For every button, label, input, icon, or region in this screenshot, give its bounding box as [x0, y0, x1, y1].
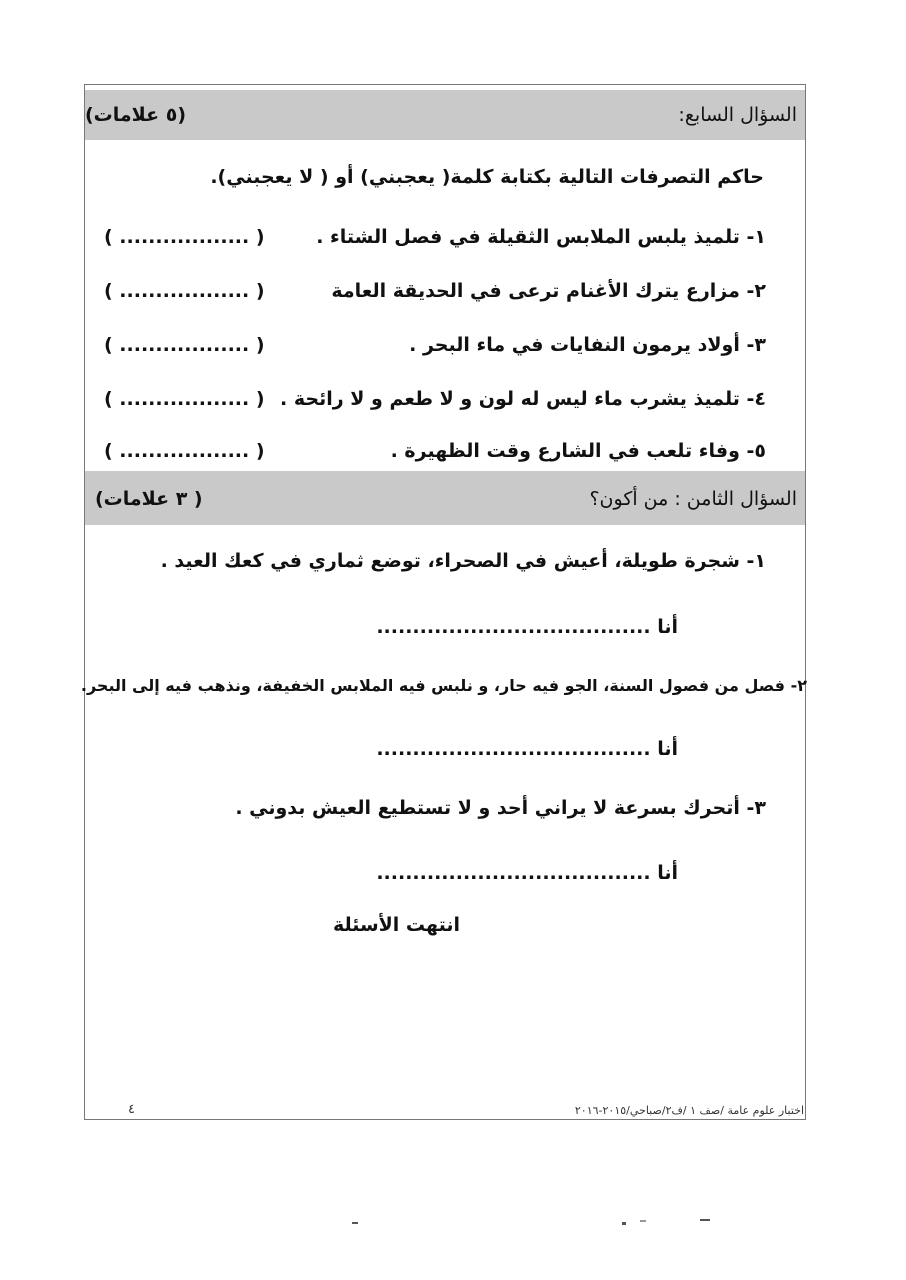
end-of-questions: انتهت الأسئلة: [332, 914, 460, 936]
question-8-item-1: ١- شجرة طويلة، أعيش في الصحراء، توضع ثماري في كعك العيد .: [160, 550, 766, 572]
scan-speck: [352, 1222, 358, 1224]
question-7-blank-5: ( .................. ): [104, 440, 265, 462]
exam-footer: اختبار علوم عامة /صف ١ /ف٢/صباحي/٢٠١٥-٢٠١٦: [574, 1104, 804, 1117]
question-7-item-4: ٤- تلميذ يشرب ماء ليس له لون و لا طعم و لا رائحة .: [280, 388, 766, 410]
question-8-header: [85, 471, 805, 525]
question-8-item-2: ٢- فصل من فصول السنة، الجو فيه حار، و نلبس فيه الملابس الخفيفة، ونذهب فيه إلى البحر.: [80, 676, 807, 695]
question-7-blank-2: ( .................. ): [104, 280, 265, 302]
question-8-answer-3: أنا ......................................: [376, 862, 678, 884]
question-8-item-3: ٣- أتحرك بسرعة لا يراني أحد و لا تستطيع العيش بدوني .: [235, 797, 766, 819]
question-7-item-1: ١- تلميذ يلبس الملابس الثقيلة في فصل الشتاء .: [316, 226, 766, 248]
question-8-marks: ( ٣ علامات): [95, 488, 203, 510]
question-7-item-2: ٢- مزارع يترك الأغنام ترعى في الحديقة العامة: [331, 280, 766, 302]
scan-speck: [622, 1222, 626, 1225]
question-7-marks: (٥ علامات): [85, 104, 186, 126]
question-7-item-3: ٣- أولاد يرمون النفايات في ماء البحر .: [409, 334, 766, 356]
question-7-blank-3: ( .................. ): [104, 334, 265, 356]
page-number: ٤: [128, 1102, 135, 1117]
question-7-item-5: ٥- وفاء تلعب في الشارع وقت الظهيرة .: [390, 440, 766, 462]
question-7-instruction: حاكم التصرفات التالية بكتابة كلمة( يعجبني) أو ( لا يعجبني).: [210, 166, 764, 188]
question-7-title: السؤال السابع:: [678, 104, 797, 126]
question-7-header: [85, 90, 805, 140]
question-8-answer-1: أنا ......................................: [376, 616, 678, 638]
question-7-blank-1: ( .................. ): [104, 226, 265, 248]
scan-speck: [700, 1219, 710, 1221]
question-8-title: السؤال الثامن : من أكون؟: [589, 488, 797, 510]
scan-speck: [640, 1220, 646, 1222]
question-8-answer-2: أنا ......................................: [376, 738, 678, 760]
question-7-blank-4: ( .................. ): [104, 388, 265, 410]
